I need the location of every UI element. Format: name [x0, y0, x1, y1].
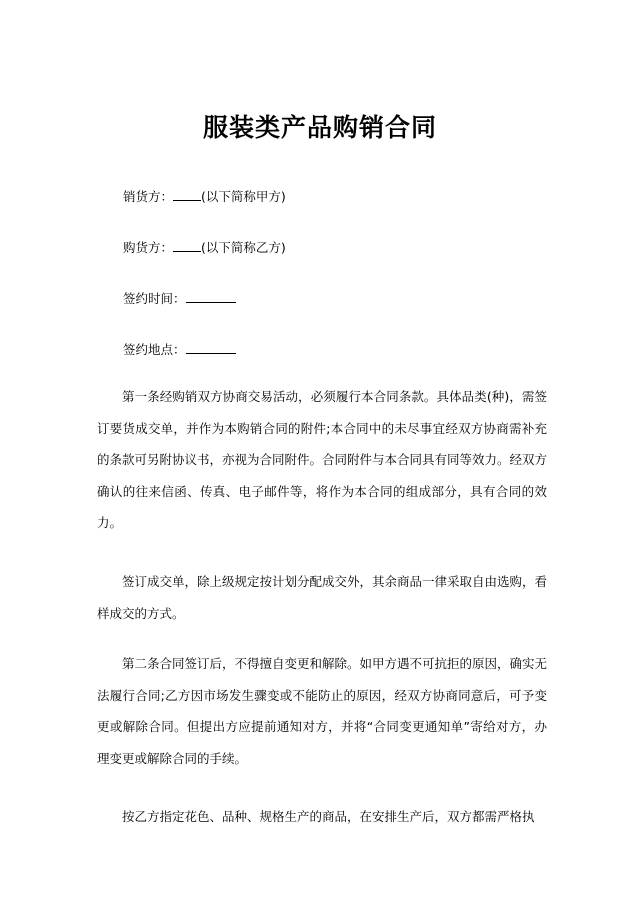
sign-time-blank	[186, 288, 236, 303]
production-paragraph: 按乙方指定花色、品种、规格生产的商品，在安排生产后，双方都需严格执	[122, 809, 535, 824]
sign-time-label: 签约时间：	[123, 291, 186, 306]
sign-time-field	[123, 288, 236, 309]
buyer-label: 购货方：	[123, 240, 174, 255]
article-2-paragraph: 第二条合同签订后，不得擅自变更和解除。如甲方遇不可抗拒的原因，确实无法履行合同;乙方因市场发生骤变或不能防止的原因，经双方协商同意后，可予变更或解除合同。但提出方应提前通知对方，并将“合同变更通知单”寄给对方，办理变更或解除合同的手续。	[97, 656, 548, 766]
document-title: 服装类产品购销合同	[202, 113, 437, 142]
buyer-suffix: (以下简称乙方)	[201, 240, 286, 255]
seller-field	[123, 186, 286, 207]
buyer-blank	[173, 237, 201, 252]
sign-place-label: 签约地点：	[123, 342, 186, 357]
seller-suffix: (以下简称甲方)	[201, 189, 286, 204]
article-1-paragraph: 第一条经购销双方协商交易活动，必须履行本合同条款。具体品类(种)，需签订要货成交单，并作为本购销合同的附件;本合同中的未尽事宜经双方协商需补充的条款可另附协议书，亦视为合同附件。合同附件与本合同具有同等效力。经双方确认的往来信函、传真、电子邮件等，将作为本合同的组成部分，具有合同的效力。	[97, 389, 548, 530]
sign-place-blank	[186, 339, 236, 354]
buyer-field	[123, 237, 286, 258]
seller-blank	[173, 186, 201, 201]
sign-place-field	[123, 339, 236, 360]
seller-label: 销货方：	[123, 189, 174, 204]
order-form-paragraph: 签订成交单，除上级规定按计划分配成交外，其余商品一律采取自由选购，看样成交的方式。	[97, 574, 548, 621]
